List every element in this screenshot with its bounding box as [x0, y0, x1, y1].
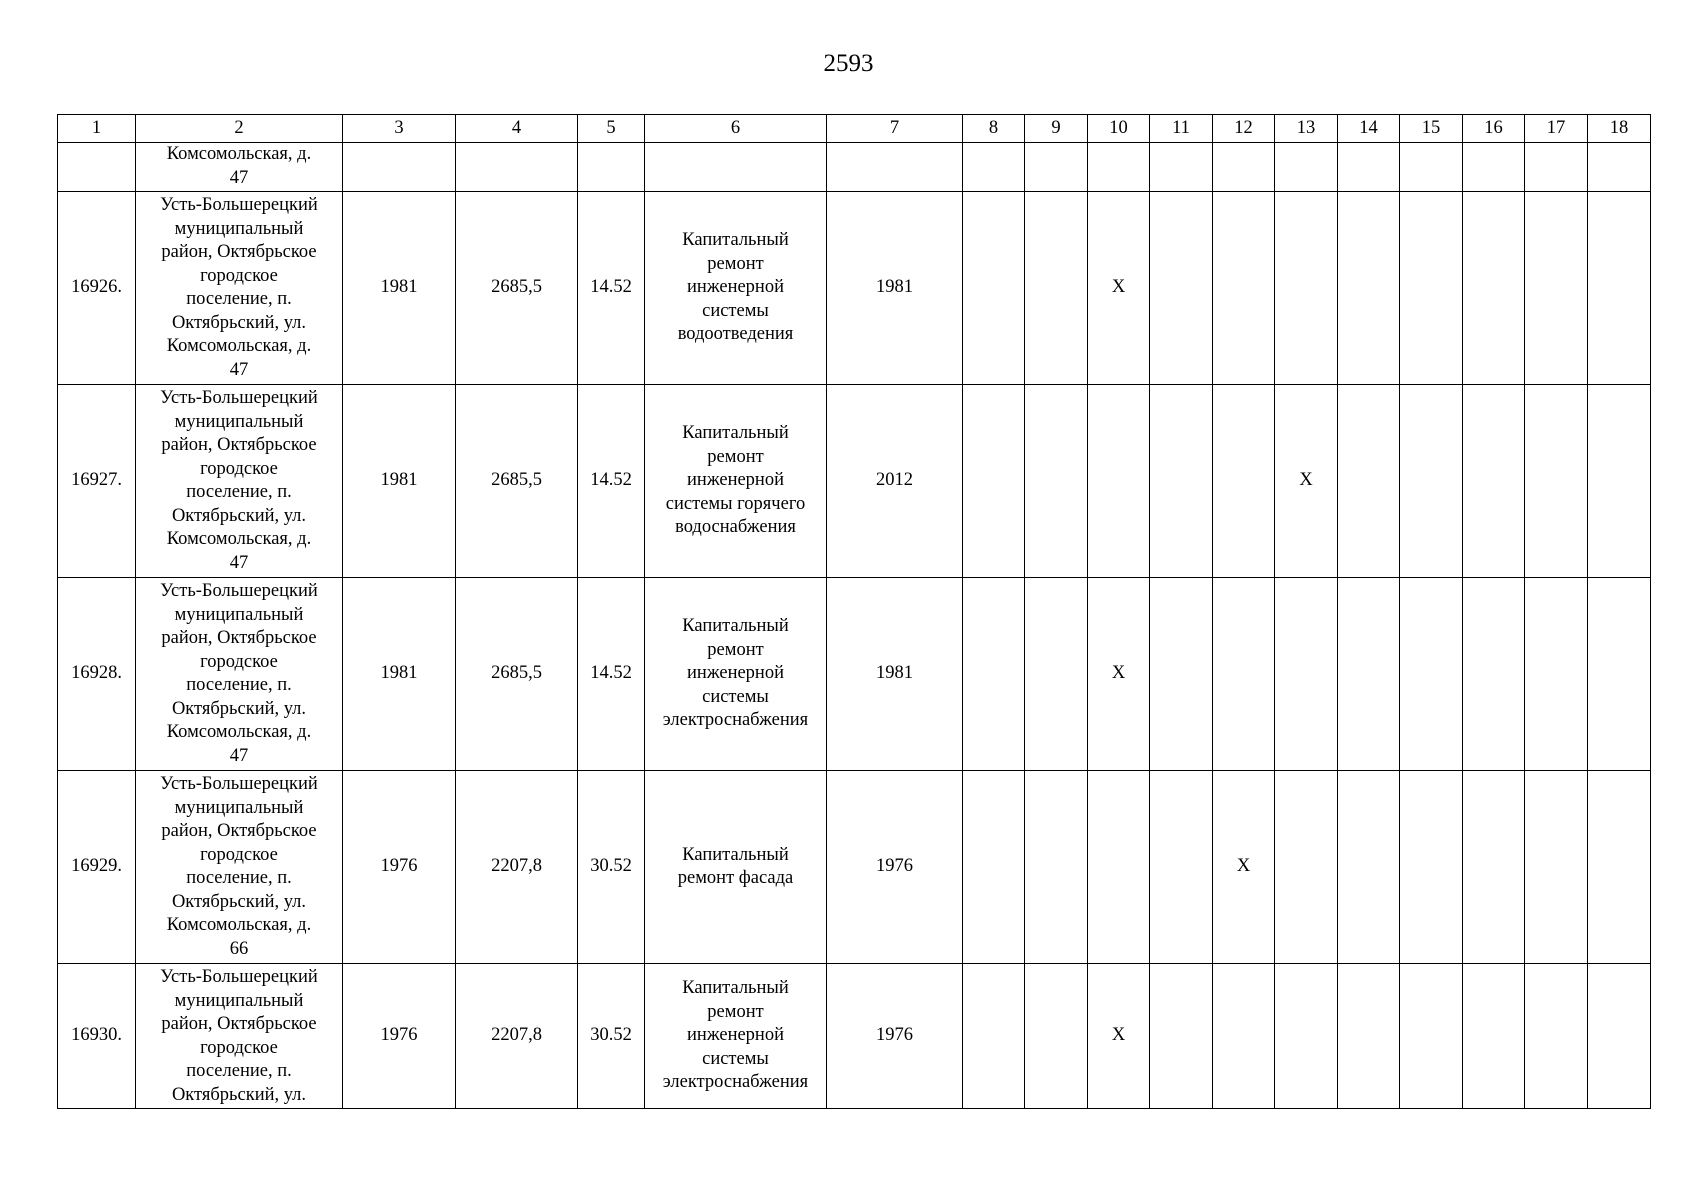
- column-header: 13: [1275, 115, 1338, 143]
- column-header: 1: [58, 115, 136, 143]
- register-table: [57, 114, 1651, 1109]
- cell-wear: 14.52: [578, 385, 645, 578]
- cell-area: 2685,5: [456, 578, 578, 771]
- cell-mark: [963, 964, 1025, 1109]
- cell-mark: [1463, 578, 1525, 771]
- table-row: [58, 192, 1651, 385]
- cell-num: 16928.: [58, 578, 136, 771]
- cell-build-year: 1981: [343, 578, 456, 771]
- cell: [456, 143, 578, 192]
- cell-work-year: 1981: [827, 578, 963, 771]
- cell-mark: [1463, 964, 1525, 1109]
- column-header: 3: [343, 115, 456, 143]
- table-row: [58, 578, 1651, 771]
- cell-mark: [963, 771, 1025, 964]
- cell-mark: [1213, 578, 1275, 771]
- cell-mark: [1338, 385, 1400, 578]
- cell-mark: [1463, 385, 1525, 578]
- cell-mark: [1338, 771, 1400, 964]
- cell-work-year: 1976: [827, 964, 963, 1109]
- cell-mark: [1150, 578, 1213, 771]
- cell-work-year: 1976: [827, 771, 963, 964]
- cell: [1088, 143, 1150, 192]
- column-header: 14: [1338, 115, 1400, 143]
- cell-build-year: 1976: [343, 771, 456, 964]
- cell-mark: [1588, 192, 1651, 385]
- column-header: 15: [1400, 115, 1463, 143]
- cell-mark: [1025, 385, 1088, 578]
- cell-wear: 30.52: [578, 771, 645, 964]
- cell-mark: [1525, 385, 1588, 578]
- cell-area: 2207,8: [456, 771, 578, 964]
- cell-address: Усть-Большерецкий муниципальный район, Октябрьское городское поселение, п. Октябрьский, ул.: [136, 964, 343, 1109]
- cell: [1588, 143, 1651, 192]
- cell-mark: [1275, 771, 1338, 964]
- cell-mark: [1088, 385, 1150, 578]
- cell-mark-x: X: [1088, 192, 1150, 385]
- column-header: 6: [645, 115, 827, 143]
- page-number: 2593: [823, 50, 874, 77]
- cell-mark-x: X: [1275, 385, 1338, 578]
- column-number-row: [58, 115, 1651, 143]
- cell-mark: [1400, 964, 1463, 1109]
- cell-mark: [1400, 192, 1463, 385]
- cell-num: [58, 143, 136, 192]
- cell: [827, 143, 963, 192]
- cell-mark: [1463, 771, 1525, 964]
- continuation-row: [58, 143, 1651, 192]
- column-header: 12: [1213, 115, 1275, 143]
- cell-mark: [1025, 771, 1088, 964]
- cell: [343, 143, 456, 192]
- cell-num: 16927.: [58, 385, 136, 578]
- cell-mark: [1275, 192, 1338, 385]
- cell-mark: [1525, 192, 1588, 385]
- cell-mark: [1588, 964, 1651, 1109]
- cell: [1275, 143, 1338, 192]
- cell: [578, 143, 645, 192]
- cell-area: 2207,8: [456, 964, 578, 1109]
- column-header: 17: [1525, 115, 1588, 143]
- cell: [1025, 143, 1088, 192]
- cell-mark: [1150, 964, 1213, 1109]
- column-header: 2: [136, 115, 343, 143]
- cell-mark: [1588, 771, 1651, 964]
- cell-mark: [1338, 964, 1400, 1109]
- cell-address: Усть-Большерецкий муниципальный район, Октябрьское городское поселение, п. Октябрьский, ул. Комсомольская, д. 47: [136, 192, 343, 385]
- cell-mark: [1025, 192, 1088, 385]
- cell-mark: [1400, 385, 1463, 578]
- cell-work-type: Капитальный ремонт инженерной системы водоотведения: [645, 192, 827, 385]
- cell-work-type: Капитальный ремонт инженерной системы электроснабжения: [645, 964, 827, 1109]
- cell-mark: [1213, 964, 1275, 1109]
- cell: [1463, 143, 1525, 192]
- cell-build-year: 1981: [343, 385, 456, 578]
- cell-work-type: Капитальный ремонт фасада: [645, 771, 827, 964]
- column-header: 16: [1463, 115, 1525, 143]
- cell-mark: [1463, 192, 1525, 385]
- table-row: [58, 964, 1651, 1109]
- cell-mark: [1338, 192, 1400, 385]
- column-header: 8: [963, 115, 1025, 143]
- column-header: 18: [1588, 115, 1651, 143]
- cell-address: Усть-Большерецкий муниципальный район, Октябрьское городское поселение, п. Октябрьский, ул. Комсомольская, д. 66: [136, 771, 343, 964]
- cell-mark: [1213, 385, 1275, 578]
- cell-address: Усть-Большерецкий муниципальный район, Октябрьское городское поселение, п. Октябрьский, ул. Комсомольская, д. 47: [136, 385, 343, 578]
- cell-work-type: Капитальный ремонт инженерной системы электроснабжения: [645, 578, 827, 771]
- cell-mark: [1150, 771, 1213, 964]
- cell-mark: [1588, 578, 1651, 771]
- cell-mark: [1088, 771, 1150, 964]
- cell-address: Комсомольская, д. 47: [136, 143, 343, 192]
- cell-mark: [963, 578, 1025, 771]
- cell-mark: [1275, 578, 1338, 771]
- cell-mark-x: X: [1088, 964, 1150, 1109]
- column-header: 5: [578, 115, 645, 143]
- cell-area: 2685,5: [456, 385, 578, 578]
- cell-mark: [1213, 192, 1275, 385]
- cell-num: 16926.: [58, 192, 136, 385]
- column-header: 4: [456, 115, 578, 143]
- cell-work-year: 1981: [827, 192, 963, 385]
- cell-mark: [1525, 771, 1588, 964]
- table-row: [58, 771, 1651, 964]
- cell-mark: [1400, 578, 1463, 771]
- cell-mark: [963, 385, 1025, 578]
- cell: [963, 143, 1025, 192]
- cell-mark: [1150, 192, 1213, 385]
- table-row: [58, 385, 1651, 578]
- cell-mark: [1588, 385, 1651, 578]
- cell-mark: [963, 192, 1025, 385]
- cell-build-year: 1981: [343, 192, 456, 385]
- cell-work-year: 2012: [827, 385, 963, 578]
- cell-mark: [1338, 578, 1400, 771]
- cell: [1150, 143, 1213, 192]
- cell-num: 16929.: [58, 771, 136, 964]
- cell-work-type: Капитальный ремонт инженерной системы горячего водоснабжения: [645, 385, 827, 578]
- cell-mark: [1400, 771, 1463, 964]
- cell-wear: 14.52: [578, 192, 645, 385]
- cell-mark-x: X: [1088, 578, 1150, 771]
- cell: [1213, 143, 1275, 192]
- cell-wear: 30.52: [578, 964, 645, 1109]
- cell-num: 16930.: [58, 964, 136, 1109]
- column-header: 11: [1150, 115, 1213, 143]
- cell-mark: [1525, 578, 1588, 771]
- cell-mark: [1025, 578, 1088, 771]
- cell-wear: 14.52: [578, 578, 645, 771]
- cell: [645, 143, 827, 192]
- cell-area: 2685,5: [456, 192, 578, 385]
- column-header: 7: [827, 115, 963, 143]
- cell: [1525, 143, 1588, 192]
- cell-mark: [1150, 385, 1213, 578]
- column-header: 9: [1025, 115, 1088, 143]
- cell-mark-x: X: [1213, 771, 1275, 964]
- cell-build-year: 1976: [343, 964, 456, 1109]
- cell-mark: [1025, 964, 1088, 1109]
- column-header: 10: [1088, 115, 1150, 143]
- cell-mark: [1525, 964, 1588, 1109]
- cell-mark: [1275, 964, 1338, 1109]
- cell: [1400, 143, 1463, 192]
- cell-address: Усть-Большерецкий муниципальный район, Октябрьское городское поселение, п. Октябрьский, ул. Комсомольская, д. 47: [136, 578, 343, 771]
- cell: [1338, 143, 1400, 192]
